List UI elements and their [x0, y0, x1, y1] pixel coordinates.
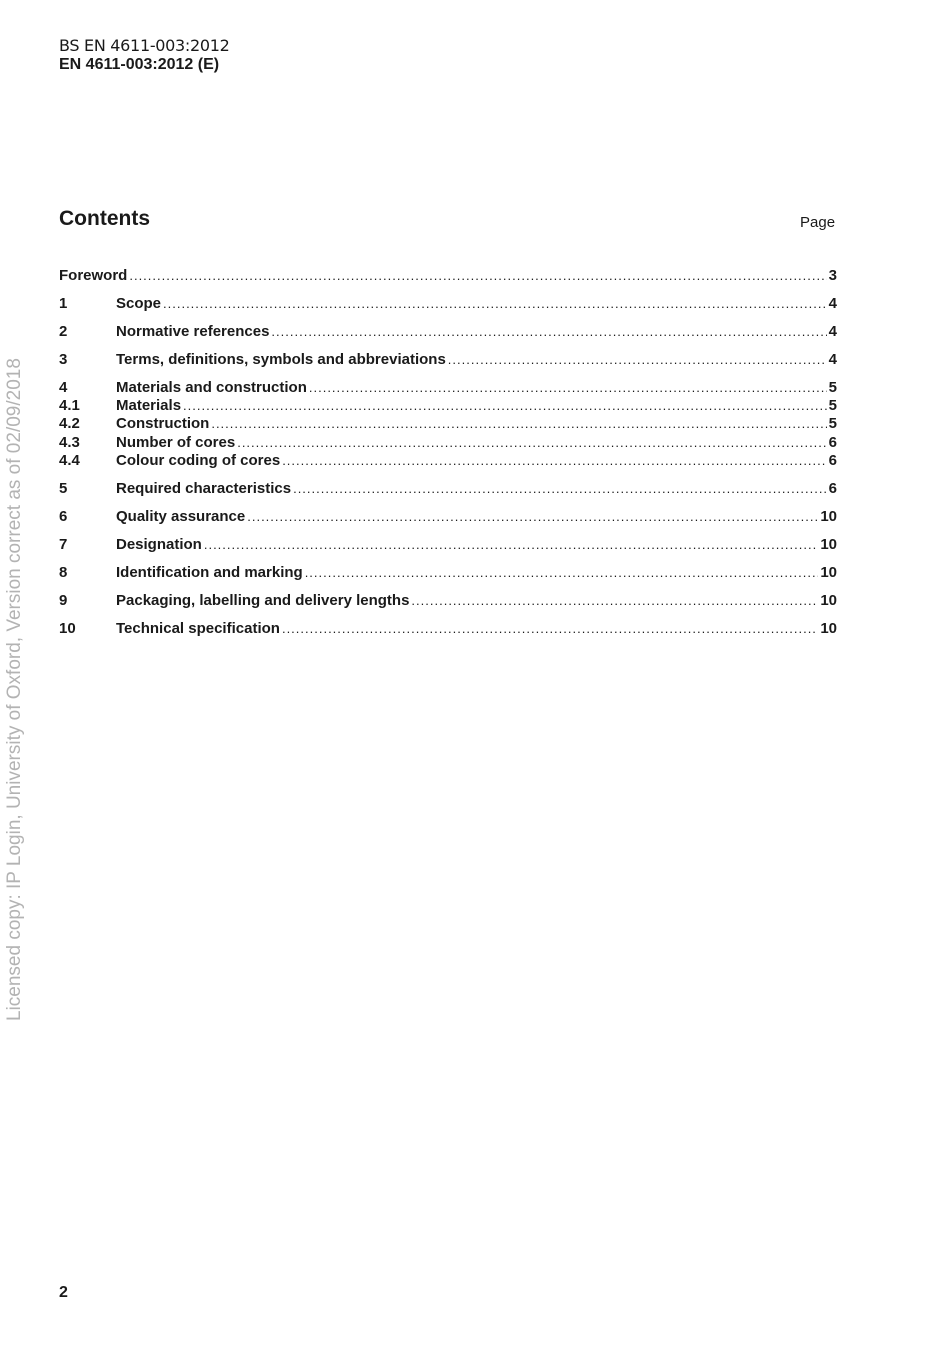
toc-number: 2: [59, 323, 68, 340]
toc-number: 4: [59, 379, 68, 396]
page-column-label: Page: [800, 214, 836, 231]
toc-leader-dots: [293, 480, 827, 498]
toc-page: 10: [820, 592, 837, 609]
toc-entry-line: [116, 379, 837, 397]
toc-entry-8[interactable]: [59, 564, 837, 582]
toc-entry-2[interactable]: [59, 323, 837, 341]
toc-number: 4.4: [59, 452, 80, 469]
toc-page: 10: [820, 564, 837, 581]
toc-leader-dots: [211, 415, 826, 433]
toc-leader-dots: [282, 452, 826, 470]
toc-entry-line: [116, 592, 837, 610]
document-id-en: EN 4611-003:2012 (E): [59, 56, 220, 73]
toc-leader-dots: [163, 295, 827, 313]
toc-page: 6: [828, 452, 837, 469]
toc-title: Scope: [116, 295, 162, 312]
toc-entry-4[interactable]: [59, 379, 837, 397]
toc-number: 5: [59, 480, 68, 497]
toc-entry-6[interactable]: [59, 508, 837, 526]
toc-entry-4-2[interactable]: [59, 415, 837, 433]
toc-entry-9[interactable]: [59, 592, 837, 610]
toc-page: 10: [820, 508, 837, 525]
toc-number: 1: [59, 295, 68, 312]
toc-title: Foreword: [59, 267, 128, 284]
toc-page: 4: [828, 295, 837, 312]
toc-page: 10: [820, 620, 837, 637]
toc-leader-dots: [411, 592, 818, 610]
toc-entry-line: [116, 536, 837, 554]
toc-title: Materials and construction: [116, 379, 307, 396]
toc-leader-dots: [448, 351, 827, 369]
toc-entry-line: [116, 480, 837, 498]
license-watermark: Licensed copy: IP Login, University of Oxford, Version correct as of 02/09/2018: [4, 358, 25, 1021]
toc-entry-line: [59, 267, 837, 285]
toc-leader-dots: [305, 564, 819, 582]
toc-leader-dots: [309, 379, 827, 397]
toc-title: Number of cores: [116, 434, 236, 451]
page-title: Contents: [59, 207, 150, 230]
toc-page: 4: [828, 351, 837, 368]
toc-entry-4-1[interactable]: [59, 397, 837, 415]
toc-title: Construction: [116, 415, 210, 432]
toc-leader-dots: [247, 508, 818, 526]
toc-title: Quality assurance: [116, 508, 246, 525]
toc-number: 4.1: [59, 397, 80, 414]
toc-entry-3[interactable]: [59, 351, 837, 369]
toc-title: Normative references: [116, 323, 270, 340]
toc-entry-line: [116, 351, 837, 369]
toc-entry-line: [116, 620, 837, 638]
toc-entry-line: [116, 564, 837, 582]
toc-number: 7: [59, 536, 68, 553]
toc-entry-line: [116, 415, 837, 433]
toc-entry-line: [116, 295, 837, 313]
toc-number: 4.3: [59, 434, 80, 451]
toc-number: 6: [59, 508, 68, 525]
toc-title: Materials: [116, 397, 182, 414]
toc-page: 5: [828, 397, 837, 414]
toc-title: Colour coding of cores: [116, 452, 281, 469]
toc-entry-foreword[interactable]: [59, 267, 837, 285]
toc-title: Terms, definitions, symbols and abbreviations: [116, 351, 446, 368]
toc-title: Identification and marking: [116, 564, 303, 581]
toc-entry-line: [116, 508, 837, 526]
document-id: BS EN 4611-003:2012: [59, 36, 230, 55]
toc-page: 6: [828, 480, 837, 497]
toc-title: Packaging, labelling and delivery lengths: [116, 592, 410, 609]
toc-entry-line: [116, 323, 837, 341]
toc-entry-line: [116, 452, 837, 470]
toc-entry-4-4[interactable]: [59, 452, 837, 470]
toc-number: 3: [59, 351, 68, 368]
toc-entry-10[interactable]: [59, 620, 837, 638]
toc-leader-dots: [282, 620, 818, 638]
toc-number: 9: [59, 592, 68, 609]
toc-entry-line: [116, 397, 837, 415]
toc-entry-5[interactable]: [59, 480, 837, 498]
toc-leader-dots: [204, 536, 818, 554]
page-number: 2: [59, 1284, 68, 1301]
toc-page: 3: [828, 267, 837, 284]
toc-page: 10: [820, 536, 837, 553]
toc-number: 4.2: [59, 415, 80, 432]
toc-leader-dots: [237, 434, 826, 452]
toc-entry-1[interactable]: [59, 295, 837, 313]
toc-title: Technical specification: [116, 620, 280, 637]
toc-page: 5: [828, 379, 837, 396]
toc-entry-4-3[interactable]: [59, 434, 837, 452]
toc-title: Required characteristics: [116, 480, 292, 497]
toc-page: 4: [828, 323, 837, 340]
toc-title: Designation: [116, 536, 202, 553]
toc-page: 5: [828, 415, 837, 432]
toc-number: 8: [59, 564, 68, 581]
toc-number: 10: [59, 620, 76, 637]
toc-leader-dots: [183, 397, 827, 415]
toc-entry-7[interactable]: [59, 536, 837, 554]
toc-leader-dots: [271, 323, 826, 341]
toc-entry-line: [116, 434, 837, 452]
toc-page: 6: [828, 434, 837, 451]
toc-leader-dots: [129, 267, 826, 285]
